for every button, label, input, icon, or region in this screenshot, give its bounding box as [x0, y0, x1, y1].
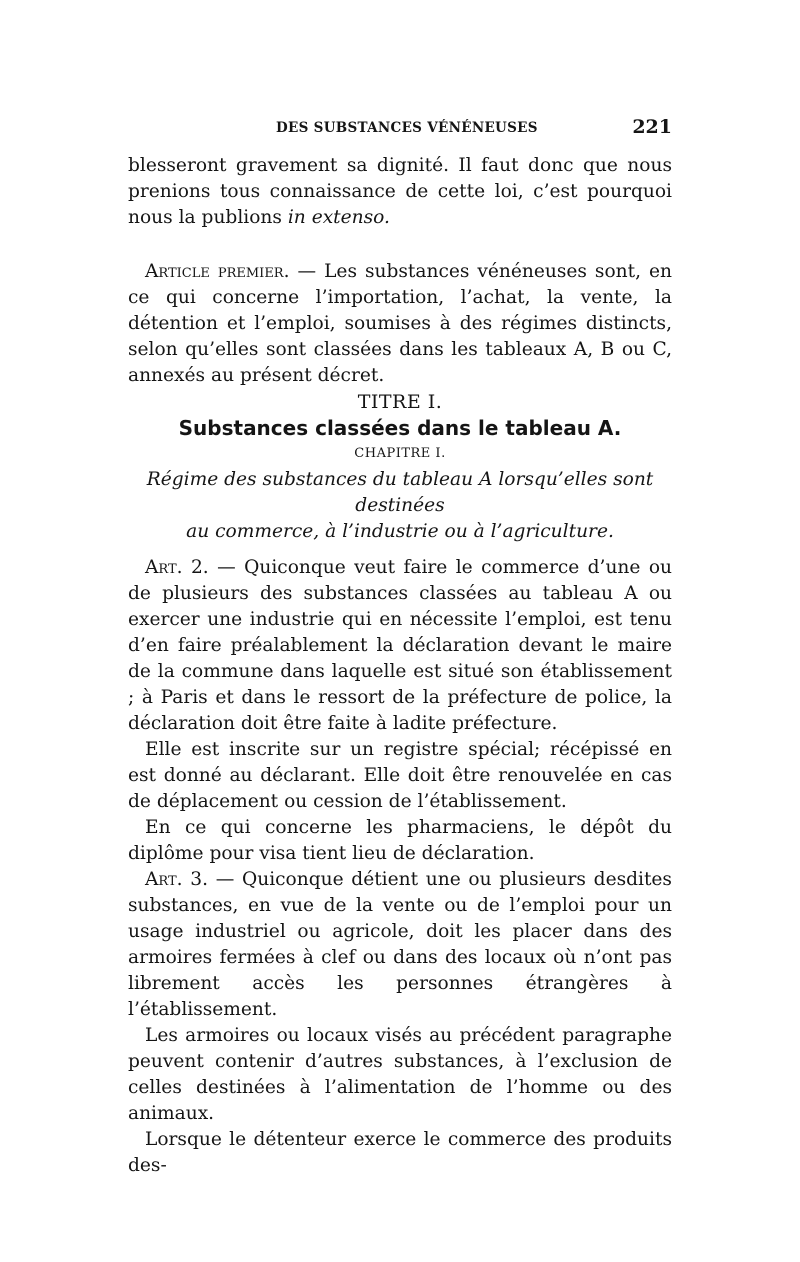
article-premier-text: — Les substances vénéneuses sont, en ce qui concerne l’importation, l’achat, la vente, la détention et l’emploi, soumises à des régimes distincts, selon qu’elles sont classées dans les tableaux A, B ou C, annexés au présent décret.	[128, 261, 672, 386]
paragraph-article-premier	[128, 259, 672, 389]
article-2-text: — Quiconque veut faire le commerce d’une ou de plusieurs des substances classées au tableau A ou exercer une industrie qui en nécessite l’emploi, est tenu d’en faire préalablement la déclaration devant le maire de la commune dans laquelle est situé son établissement ; à Paris et dans le ressort de la préfecture de police, la déclaration doit être faite à ladite préfecture.	[128, 557, 672, 734]
paragraph-registre: Elle est inscrite sur un registre spécial; récépissé en est donné au déclarant. Elle doit être renouvelée en cas de déplacement ou cession de l’établissement.	[128, 739, 672, 812]
chapter-title-line-2: au commerce, à l’industrie ou à l’agriculture.	[186, 521, 614, 542]
running-header	[128, 116, 672, 140]
paragraph-intro	[128, 153, 672, 231]
article-3-text: — Quiconque détient une ou plusieurs desdites substances, en vue de la vente ou de l’emploi pour un usage industriel ou agricole, doit les placer dans des armoires fermées à clef ou dans des locaux où n’ont pas librement accès les personnes étrangères à l’établissement.	[128, 869, 672, 1020]
article-premier-label: Article premier.	[145, 261, 290, 282]
paragraph-armoires: Les armoires ou locaux visés au précédent paragraphe peuvent contenir d’autres substances, à l’exclusion de celles destinées à l’alimentation de l’homme ou des animaux.	[128, 1025, 672, 1124]
article-2-label: Art. 2.	[145, 557, 209, 578]
running-title: DES SUBSTANCES VÉNÉNEUSES	[276, 120, 538, 136]
paragraph-article-2	[128, 555, 672, 737]
article-3-label: Art. 3.	[145, 869, 208, 890]
paragraph-intro-text: blesseront gravement sa dignité. Il faut donc que nous prenions tous connaissance de cette loi, c’est pourquoi nous la publions	[128, 155, 672, 228]
titre-heading: TITRE I.	[357, 391, 443, 413]
paragraph-detenteur: Lorsque le détenteur exerce le commerce des produits des-	[128, 1129, 672, 1176]
chapter-title	[128, 467, 672, 545]
chapter-heading: CHAPITRE I.	[354, 446, 446, 461]
section-heading: Substances classées dans le tableau A.	[178, 416, 622, 440]
in-extenso-italic: in extenso.	[287, 207, 390, 228]
chapter-title-line-1: Régime des substances du tableau A lorsqu’elles sont destinées	[146, 469, 654, 516]
paragraph-pharmaciens: En ce qui concerne les pharmaciens, le dépôt du diplôme pour visa tient lieu de déclaration.	[128, 817, 672, 864]
page-number: 221	[632, 116, 672, 138]
paragraph-article-3	[128, 867, 672, 1023]
body-text	[128, 153, 672, 1179]
